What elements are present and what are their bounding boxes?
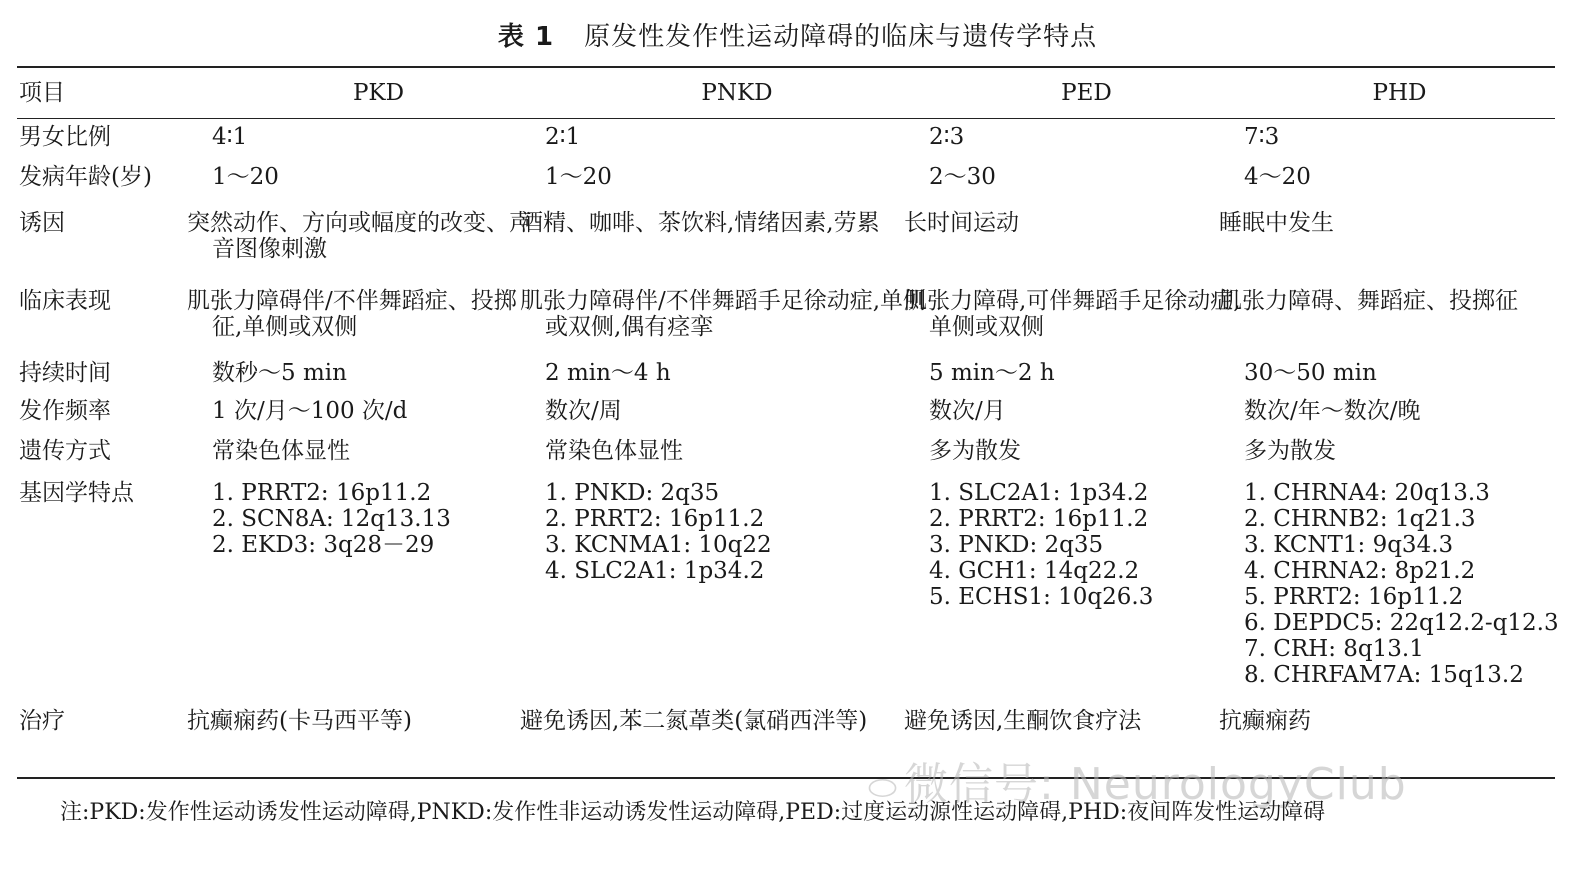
header-item: 项目 (19, 80, 65, 106)
gene-item: 3. KCNT1: 9q34.3 (1244, 532, 1454, 558)
gene-item: 1. PRRT2: 16p11.2 (212, 480, 432, 506)
row-label-frequency: 发作频率 (19, 398, 111, 424)
cell-ratio-pkd: 4∶1 (212, 124, 248, 150)
row-label-treatment: 治疗 (19, 708, 65, 734)
cell-inheritance-phd: 多为散发 (1244, 438, 1336, 464)
gene-item: 3. PNKD: 2q35 (929, 532, 1104, 558)
cell-clinical-pkd: 肌张力障碍伴/不伴舞蹈症、投掷征,单侧或双侧 (187, 288, 517, 340)
table-row (17, 118, 1555, 158)
row-label-ratio: 男女比例 (19, 124, 111, 150)
cell-trigger-pkd: 突然动作、方向或幅度的改变、声音图像刺激 (187, 210, 532, 262)
cell-clinical-pnkd: 肌张力障碍伴/不伴舞蹈手足徐动症,单侧或双侧,偶有痉挛 (520, 288, 927, 340)
cell-ratio-ped: 2∶3 (929, 124, 965, 150)
cell-age-pnkd: 1～20 (545, 164, 612, 190)
cell-inheritance-pkd: 常染色体显性 (212, 438, 350, 464)
gene-item: 6. DEPDC5: 22q12.2-q12.3 (1244, 610, 1559, 636)
gene-item: 4. SLC2A1: 1p34.2 (545, 558, 765, 584)
gene-item: 4. CHRNA2: 8p21.2 (1244, 558, 1476, 584)
gene-item: 5. PRRT2: 16p11.2 (1244, 584, 1464, 610)
gene-item: 4. GCH1: 14q22.2 (929, 558, 1140, 584)
cell-age-pkd: 1～20 (212, 164, 279, 190)
header-row (17, 68, 1555, 118)
cell-frequency-pnkd: 数次/周 (545, 398, 622, 424)
cell-ratio-phd: 7∶3 (1244, 124, 1280, 150)
header-phd: PHD (1372, 80, 1427, 106)
table-row (17, 472, 1555, 702)
table-row (17, 432, 1555, 472)
table-title (0, 16, 1595, 53)
table-row (17, 392, 1555, 432)
header-pkd: PKD (352, 80, 405, 106)
cell-trigger-ped: 长时间运动 (904, 210, 1019, 236)
cell-age-ped: 2～30 (929, 164, 996, 190)
data-table (17, 68, 1559, 777)
cell-genetics-ped (929, 472, 1244, 702)
cell-genetics-pnkd (545, 472, 929, 702)
table-row (17, 158, 1555, 202)
gene-item: 1. PNKD: 2q35 (545, 480, 720, 506)
cell-trigger-pnkd: 酒精、咖啡、茶饮料,情绪因素,劳累 (520, 210, 880, 236)
gene-item: 2. PRRT2: 16p11.2 (929, 506, 1149, 532)
gene-item: 2. SCN8A: 12q13.13 (212, 506, 451, 532)
cell-frequency-phd: 数次/年～数次/晚 (1244, 398, 1421, 424)
gene-item: 1. CHRNA4: 20q13.3 (1244, 480, 1490, 506)
table-row (17, 354, 1555, 392)
cell-treatment-pnkd: 避免诱因,苯二氮䓬类(氯硝西泮等) (520, 708, 868, 734)
cell-frequency-pkd: 1 次/月～100 次/d (212, 398, 408, 424)
cell-age-phd: 4～20 (1244, 164, 1311, 190)
gene-item: 8. CHRFAM7A: 15q13.2 (1244, 662, 1524, 688)
cell-frequency-ped: 数次/月 (929, 398, 1006, 424)
table-number: 表 1 (497, 22, 555, 52)
gene-item: 2. CHRNB2: 1q21.3 (1244, 506, 1476, 532)
table-row (17, 280, 1555, 354)
cell-duration-phd: 30～50 min (1244, 360, 1377, 386)
cell-clinical-phd: 肌张力障碍、舞蹈症、投掷征 (1219, 288, 1518, 314)
cell-duration-pnkd: 2 min～4 h (545, 360, 671, 386)
cell-clinical-ped: 肌张力障碍,可伴舞蹈手足徐动症,单侧或双侧 (904, 288, 1241, 340)
gene-item: 3. KCNMA1: 10q22 (545, 532, 772, 558)
header-ped: PED (1061, 80, 1112, 106)
table-caption: 原发性发作性运动障碍的临床与遗传学特点 (584, 22, 1098, 52)
table-row (17, 202, 1555, 280)
cell-trigger-phd: 睡眠中发生 (1219, 210, 1334, 236)
cell-duration-pkd: 数秒～5 min (212, 360, 347, 386)
cell-ratio-pnkd: 2∶1 (545, 124, 581, 150)
row-label-inheritance: 遗传方式 (19, 438, 111, 464)
gene-item: 2. PRRT2: 16p11.2 (545, 506, 765, 532)
cell-treatment-ped: 避免诱因,生酮饮食疗法 (904, 708, 1142, 734)
cell-treatment-pkd: 抗癫痫药(卡马西平等) (187, 708, 412, 734)
cell-duration-ped: 5 min～2 h (929, 360, 1055, 386)
header-pnkd: PNKD (701, 80, 773, 106)
table-footnote: 注:PKD:发作性运动诱发性运动障碍,PNKD:发作性非运动诱发性运动障碍,PED:过度运动源性运动障碍,PHD:夜间阵发性运动障碍 (60, 800, 1326, 825)
row-label-trigger: 诱因 (19, 210, 65, 236)
cell-treatment-phd: 抗癫痫药 (1219, 708, 1311, 734)
row-label-duration: 持续时间 (19, 360, 111, 386)
row-label-clinical: 临床表现 (19, 288, 111, 314)
row-label-age: 发病年龄(岁) (19, 164, 152, 190)
gene-item: 1. SLC2A1: 1p34.2 (929, 480, 1149, 506)
cell-inheritance-pnkd: 常染色体显性 (545, 438, 683, 464)
cell-genetics-phd (1244, 472, 1559, 702)
gene-item: 5. ECHS1: 10q26.3 (929, 584, 1154, 610)
watermark-text: 微信号: NeurologyClub (904, 759, 1407, 810)
cell-inheritance-ped: 多为散发 (929, 438, 1021, 464)
wechat-icon: ⬭ (868, 768, 899, 808)
cell-genetics-pkd (212, 472, 545, 702)
row-label-genetics: 基因学特点 (19, 480, 134, 506)
gene-item: 2. EKD3: 3q28－29 (212, 532, 435, 558)
gene-item: 7. CRH: 8q13.1 (1244, 636, 1424, 662)
